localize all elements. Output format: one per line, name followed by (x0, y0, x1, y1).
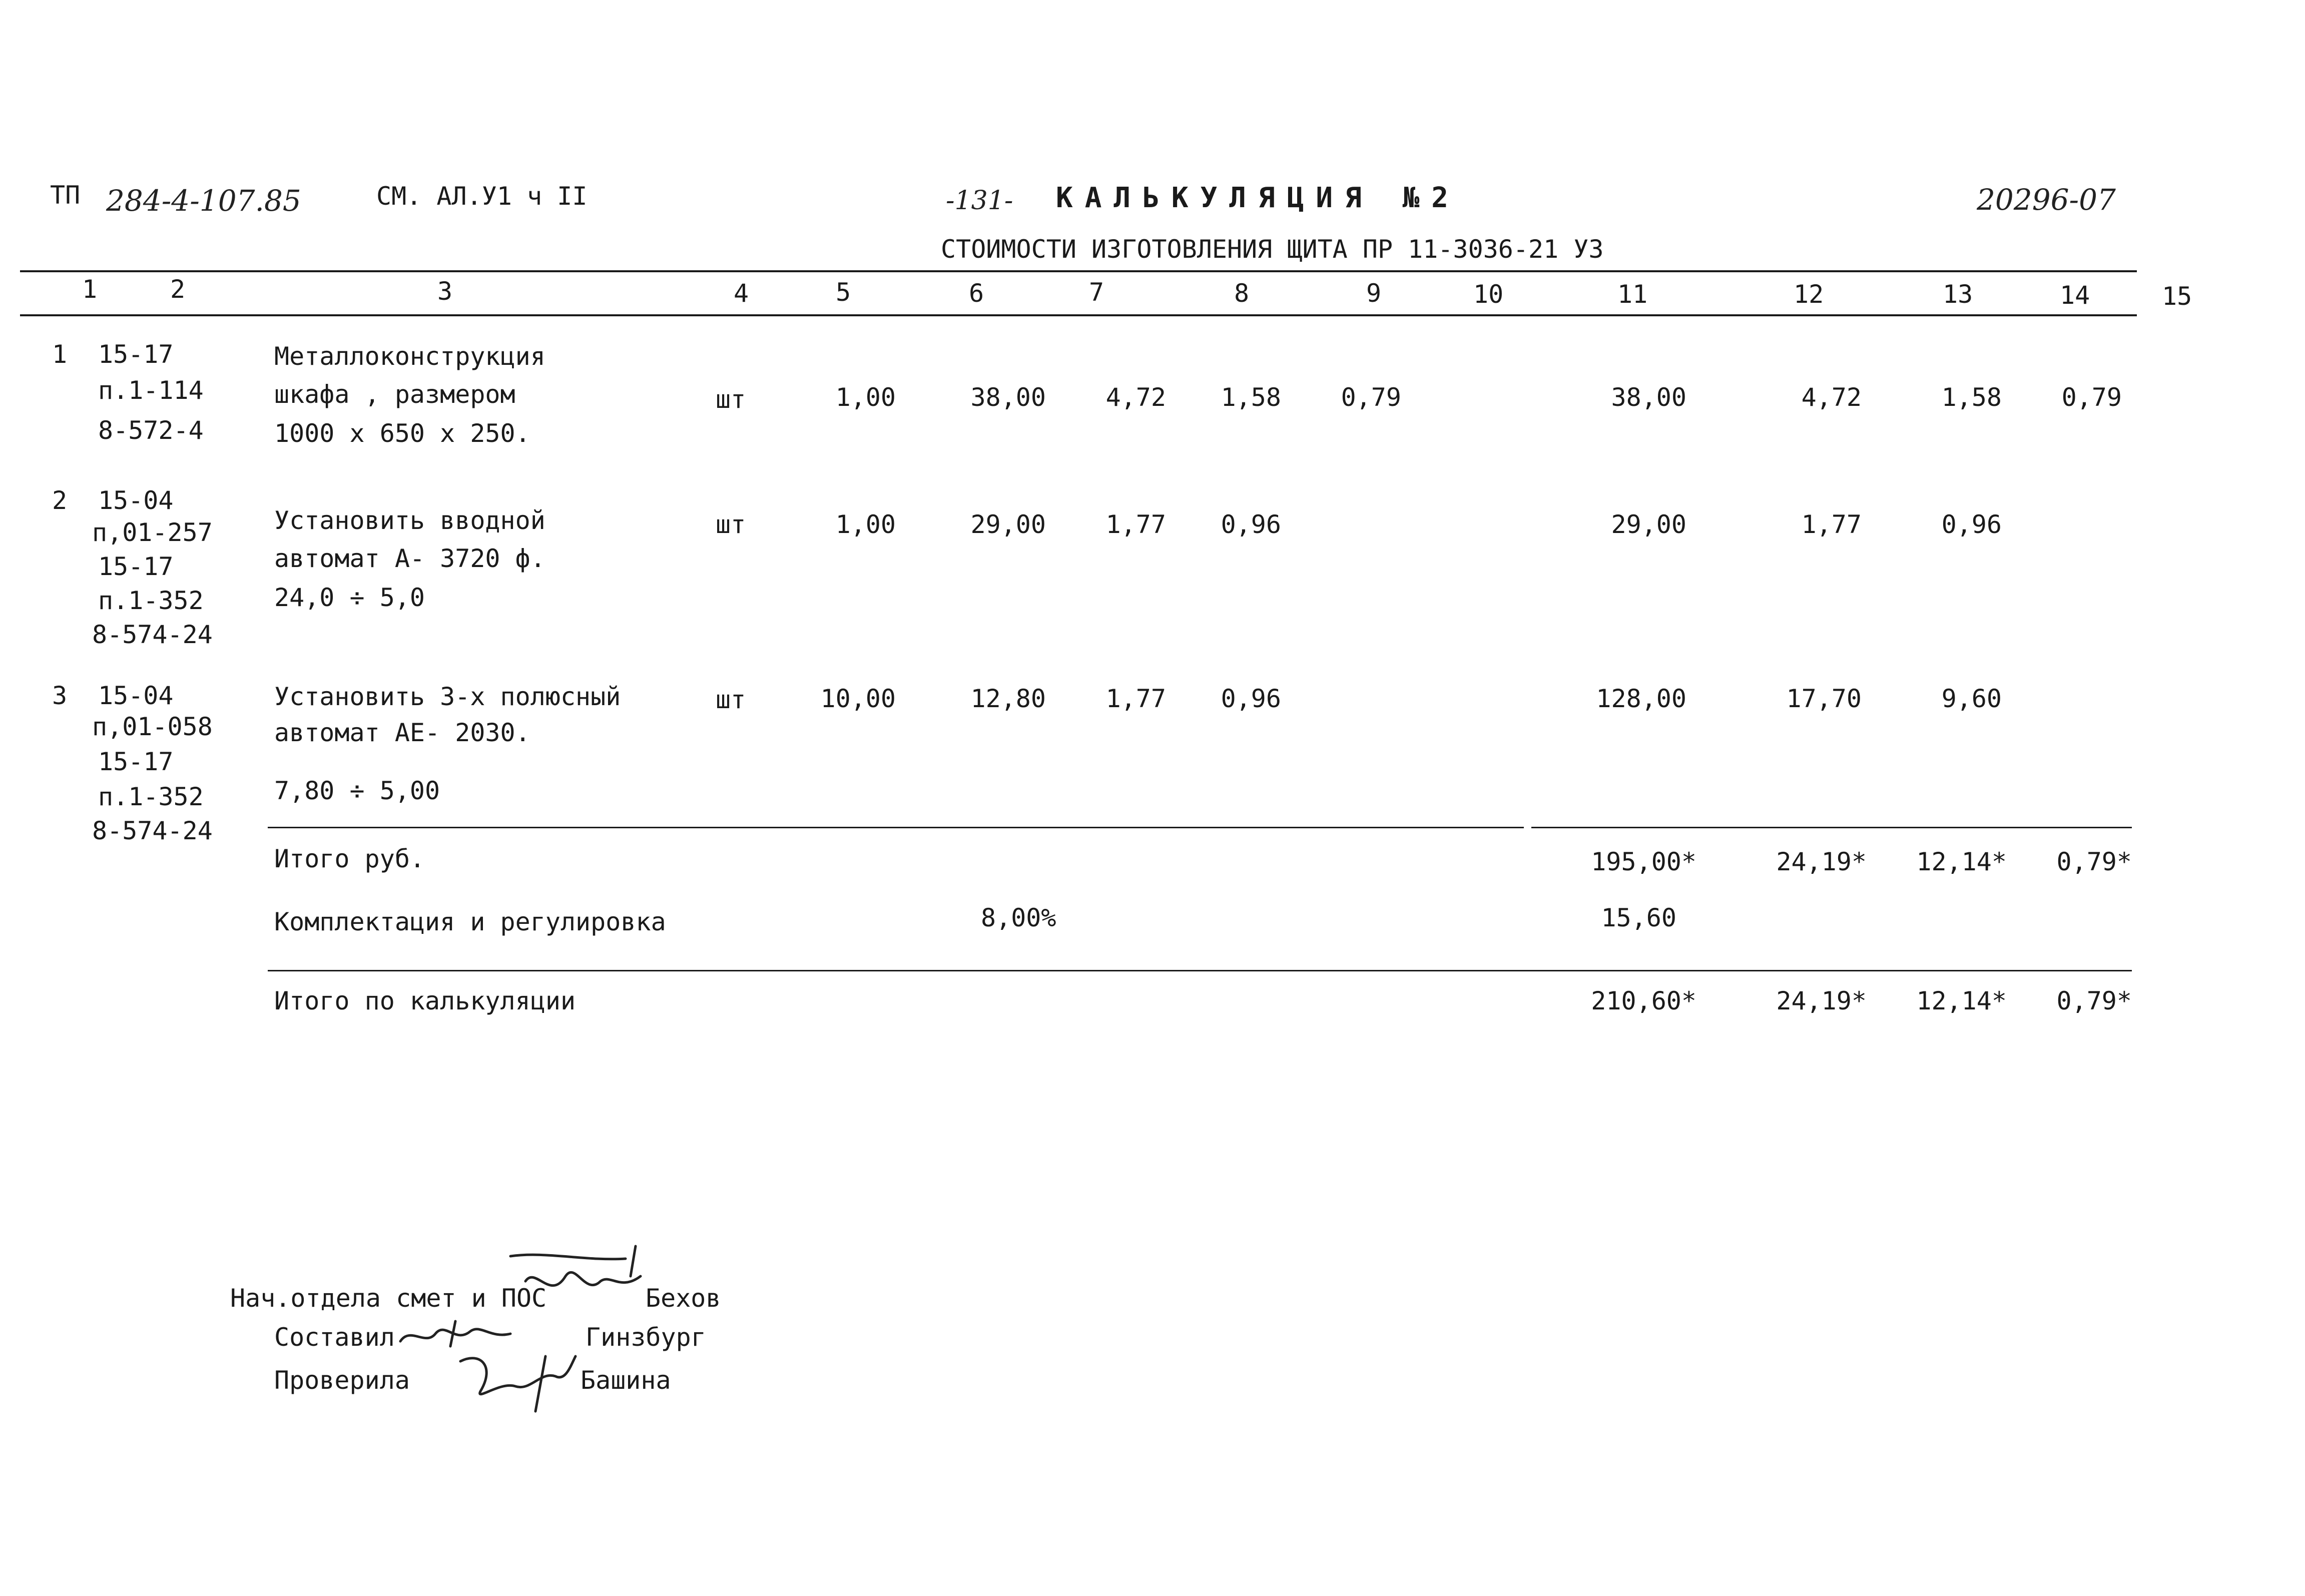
tp-code: 284-4-107.85 (106, 184, 301, 218)
column-number: 12 (1794, 280, 1824, 309)
norm-code: 15-04 (98, 486, 174, 515)
signature-name: Гинзбург (586, 1323, 706, 1352)
item-description: 7,80 ÷ 5,00 (274, 776, 440, 805)
signature-role: Проверила (274, 1366, 410, 1395)
norm-code: 8-572-4 (98, 416, 204, 445)
cell-c8: 0,96 (1221, 684, 1281, 713)
table-header-rule (20, 314, 2137, 316)
column-number: 9 (1366, 279, 1382, 308)
grand-total-label: Итого по калькуляции (274, 986, 576, 1015)
row-number: 3 (52, 681, 68, 710)
column-number: 11 (1617, 280, 1648, 309)
cell-c6: 12,80 (970, 684, 1046, 713)
item-description: Металлоконструкция (274, 342, 545, 371)
norm-code: 15-17 (98, 747, 174, 776)
column-number: 3 (437, 277, 453, 306)
subtotal-label: Итого руб. (274, 844, 425, 873)
cell-c11: 128,00 (1596, 684, 1686, 713)
column-number: 2 (170, 275, 186, 304)
column-number: 10 (1473, 280, 1504, 309)
unit: шт (716, 385, 746, 414)
cell-c5: 10,00 (820, 684, 896, 713)
item-description: Установить 3-х полюсный (274, 682, 621, 711)
column-number: 6 (969, 279, 984, 308)
grand-c12: 24,19* (1776, 986, 1867, 1015)
table-top-rule (20, 270, 2137, 272)
cell-c6: 29,00 (970, 510, 1046, 539)
cell-c11: 38,00 (1611, 383, 1686, 412)
norm-code: 8-574-24 (92, 620, 213, 649)
assembly-percent: 8,00% (981, 903, 1056, 932)
unit: шт (716, 685, 746, 714)
signature-name: Башина (581, 1366, 671, 1395)
norm-code: 8-574-24 (92, 816, 213, 845)
signature-name: Бехов (646, 1284, 721, 1313)
cell-c13: 0,96 (1941, 510, 2002, 539)
signature-role: Нач.отдела смет и ПОС (230, 1284, 547, 1313)
norm-code: 15-17 (98, 552, 174, 581)
grand-c11: 210,60* (1591, 986, 1696, 1015)
cell-c14: 0,79 (2061, 383, 2122, 412)
cell-c13: 9,60 (1941, 684, 2002, 713)
subtotal-c11: 195,00* (1591, 847, 1696, 876)
assembly-value: 15,60 (1601, 903, 1676, 932)
cell-c5: 1,00 (835, 383, 896, 412)
column-number: 8 (1234, 279, 1250, 308)
column-number: 15 (2162, 282, 2192, 311)
column-number: 13 (1943, 280, 1973, 309)
handwritten-signature (505, 1246, 656, 1321)
cell-c7: 1,77 (1105, 510, 1166, 539)
row-number: 1 (52, 340, 68, 369)
subtotal-c13: 12,14* (1916, 847, 2007, 876)
document-title: КАЛЬКУЛЯЦИЯ №2 (1056, 182, 1461, 214)
cell-c6: 38,00 (970, 383, 1046, 412)
document-number: 20296-07 (1977, 183, 2116, 217)
cell-c13: 1,58 (1941, 383, 2002, 412)
norm-code: п.1-114 (98, 376, 204, 405)
cell-c12: 1,77 (1801, 510, 1862, 539)
grand-total-rule (268, 970, 2132, 971)
cell-c8: 0,96 (1221, 510, 1281, 539)
column-number: 5 (836, 278, 851, 307)
column-number: 7 (1089, 278, 1104, 307)
item-description: автомат АЕ- 2030. (274, 718, 530, 747)
item-description: шкафа , размером (274, 380, 515, 409)
column-number: 4 (734, 279, 749, 308)
assembly-label: Комплектация и регулировка (274, 907, 666, 936)
item-description: 24,0 ÷ 5,0 (274, 583, 425, 612)
cell-c9: 0,79 (1341, 383, 1401, 412)
handwritten-signature (450, 1346, 581, 1416)
cell-c7: 1,77 (1105, 684, 1166, 713)
item-description: Установить вводной (274, 506, 545, 535)
column-number: 14 (2060, 281, 2090, 310)
subtotal-rule-left (268, 827, 1524, 828)
cell-c5: 1,00 (835, 510, 896, 539)
signature-role: Составил (274, 1323, 395, 1352)
norm-code: п.1-352 (98, 782, 204, 811)
grand-c14: 0,79* (2056, 986, 2132, 1015)
grand-c13: 12,14* (1916, 986, 2007, 1015)
sheet-ref: СМ. АЛ.У1 ч II (376, 182, 588, 211)
row-number: 2 (52, 486, 68, 515)
norm-code: п,01-058 (92, 712, 213, 741)
norm-code: п,01-257 (92, 518, 213, 547)
cell-c12: 4,72 (1801, 383, 1862, 412)
document-subtitle: СТОИМОСТИ ИЗГОТОВЛЕНИЯ ЩИТА ПР 11-3036-21 УЗ (941, 235, 1604, 264)
subtotal-c12: 24,19* (1776, 847, 1867, 876)
cell-c11: 29,00 (1611, 510, 1686, 539)
item-description: 1000 х 650 х 250. (274, 419, 530, 448)
unit: шт (716, 510, 746, 539)
column-number: 1 (82, 275, 98, 304)
norm-code: 15-04 (98, 681, 174, 710)
cell-c7: 4,72 (1105, 383, 1166, 412)
norm-code: 15-17 (98, 340, 174, 369)
norm-code: п.1-352 (98, 586, 204, 615)
cell-c8: 1,58 (1221, 383, 1281, 412)
tp-label: ТП (50, 181, 81, 210)
page-number: -131- (946, 186, 1013, 216)
subtotal-c14: 0,79* (2056, 847, 2132, 876)
item-description: автомат А- 3720 ф. (274, 544, 545, 573)
cell-c12: 17,70 (1786, 684, 1862, 713)
subtotal-rule-right (1531, 827, 2132, 828)
